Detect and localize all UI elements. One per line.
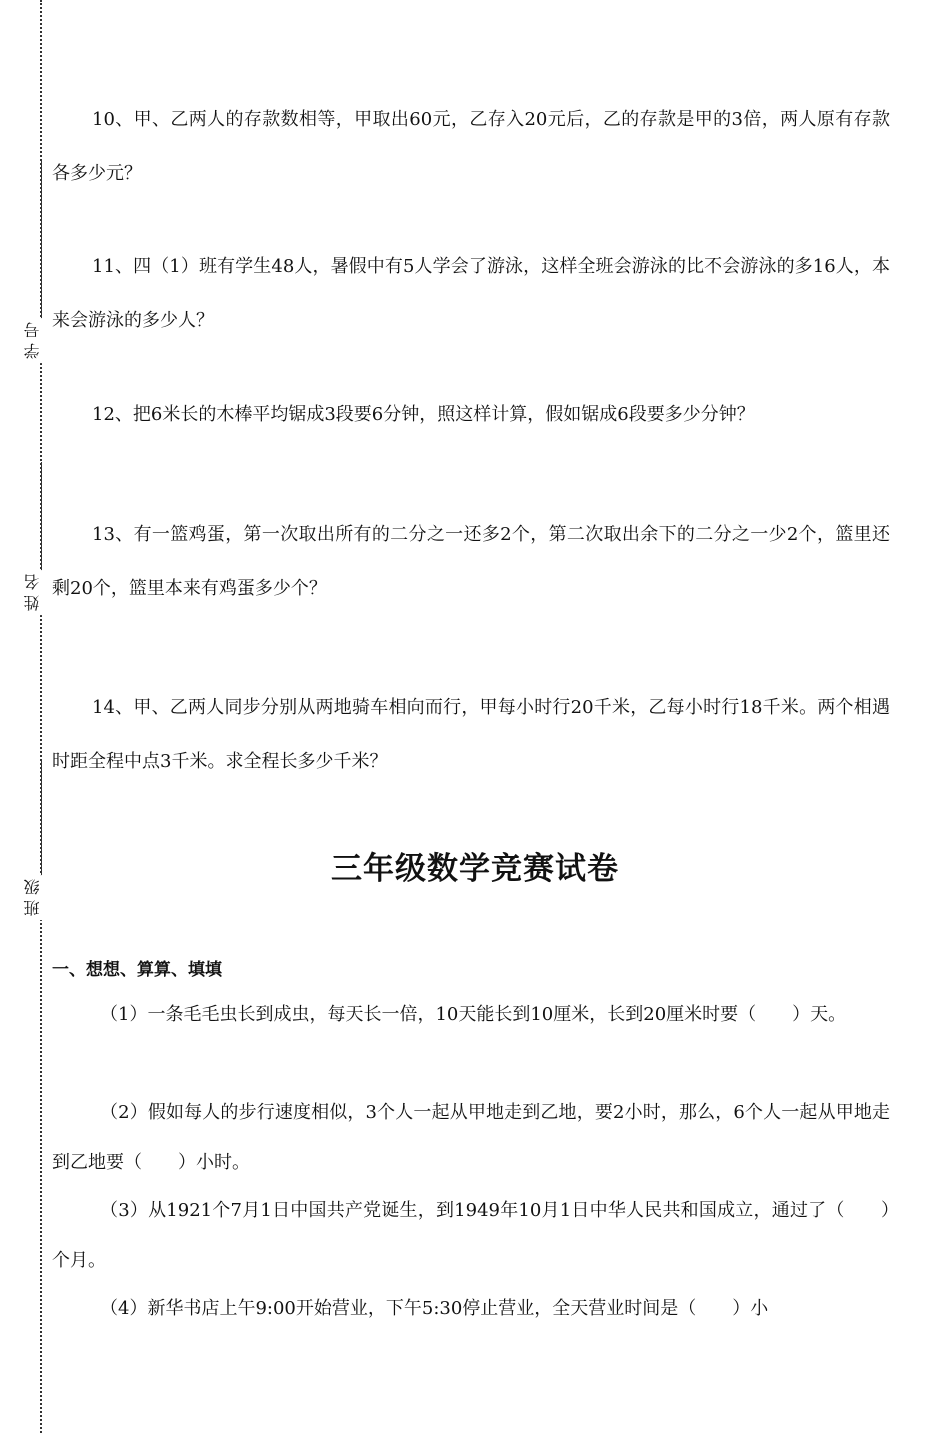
exam-title: 三年级数学竞赛试卷 xyxy=(331,851,619,887)
class-label: 班 级 xyxy=(22,875,44,920)
question-1: （1）一条毛毛虫长到成虫，每天长一倍，10天能长到10厘米，长到20厘米时要（ ）天。 xyxy=(100,1004,847,1025)
name-label: 姓 名 xyxy=(22,570,44,615)
problem-11: 11、四（1）班有学生48人，暑假中有5人学会了游泳，这样全班会游泳的比不会游泳的多16人，本来会游泳的多少人？ xyxy=(52,256,890,331)
name-blank xyxy=(41,462,42,572)
question-2: （2）假如每人的步行速度相似，3个人一起从甲地走到乙地，要2小时，那么，6个人一起从甲地走到乙地要（ ）小时。 xyxy=(52,1102,890,1173)
question-4: （4）新华书店上午9:00开始营业，下午5:30停止营业，全天营业时间是（ ）小 xyxy=(100,1298,769,1319)
student-id-label: 学 号 xyxy=(22,318,44,363)
student-id-blank xyxy=(41,160,42,320)
question-3: （3）从1921个7月1日中国共产党诞生，到1949年10月1日中华人民共和国成立，通过了（ ）个月。 xyxy=(52,1200,890,1271)
problem-10: 10、甲、乙两人的存款数相等，甲取出60元，乙存入20元后，乙的存款是甲的3倍，两人原有存款各多少元？ xyxy=(52,109,890,184)
problem-14: 14、甲、乙两人同步分别从两地骑车相向而行，甲每小时行20千米，乙每小时行18千米。两个相遇时距全程中点3千米。求全程长多少千米？ xyxy=(52,697,890,772)
section-heading: 一、想想、算算、填填 xyxy=(52,960,222,980)
problem-13: 13、有一篮鸡蛋，第一次取出所有的二分之一还多2个，第二次取出余下的二分之一少2个，篮里还剩20个，篮里本来有鸡蛋多少个？ xyxy=(52,524,890,599)
problem-12: 12、把6米长的木棒平均锯成3段要6分钟，照这样计算，假如锯成6段要多少分钟？ xyxy=(92,404,755,425)
